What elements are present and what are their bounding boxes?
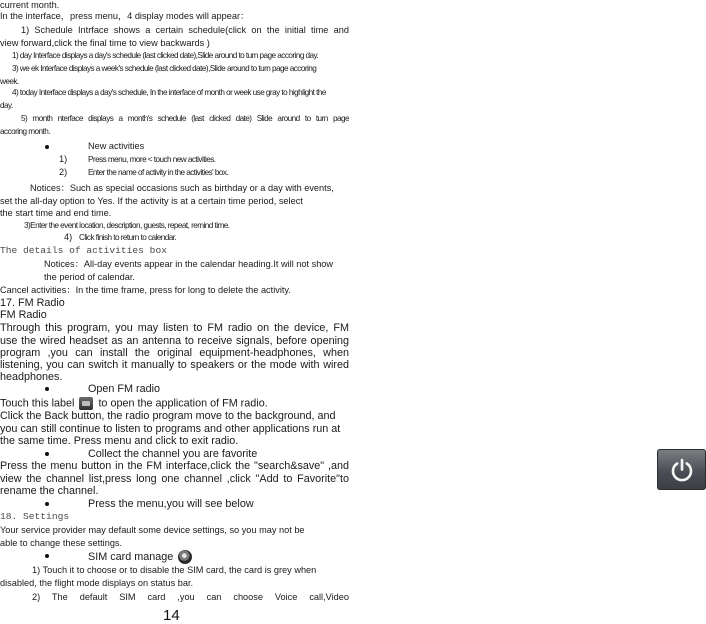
text-line: set the all-day option to Yes. If the activity is at a certain time period, select <box>0 196 303 206</box>
text-line: week. <box>0 77 19 86</box>
section-heading: The details of activities box <box>0 245 167 256</box>
text-line: 1) Touch it to choose or to disable the SIM card, the card is grey when <box>32 565 317 575</box>
section-heading: Open FM radio <box>88 383 161 395</box>
text-fragment: SIM card manage <box>88 550 174 563</box>
text-line: 3) we ek Interface displays a week's schedule (last clicked date),Slide around to turn page accoring <box>12 64 317 73</box>
list-number: 4) <box>64 232 73 242</box>
text-line: 1) day Interface displays a day's schedule (last clicked date),Slide around to turn page accoring day. <box>12 51 319 60</box>
text-fragment: to open the application of FM radio. <box>98 397 268 410</box>
text-line: the start time and end time. <box>0 208 112 218</box>
text-line: view forward,click the final time to view backwards ) <box>0 38 210 48</box>
text-line: the same time. Press menu and click to exit radio. <box>0 435 239 447</box>
list-number: 2) <box>59 167 68 177</box>
bullet-icon <box>45 452 49 456</box>
text-line: current month. <box>0 0 60 10</box>
text-line: 4) today Interface displays a day's schedule, In the interface of month or week use gray to highlight the <box>12 88 326 97</box>
section-heading: 17. FM Radio <box>0 297 65 309</box>
page-number: 14 <box>163 607 180 624</box>
text-line: Enter the name of activity in the activities' box. <box>88 168 229 177</box>
text-line: Your service provider may default some device settings, so you may not be <box>0 525 305 535</box>
text-line: the period of calendar. <box>44 272 135 282</box>
bullet-icon <box>45 145 49 149</box>
text-line: disabled, the flight mode displays on status bar. <box>0 578 194 588</box>
text-line: rename the channel. <box>0 485 99 497</box>
text-line: In the interface，press menu，4 display modes will appear： <box>0 11 250 21</box>
text-line: day. <box>0 101 13 110</box>
power-icon <box>657 449 706 490</box>
list-number: 1) <box>59 154 68 164</box>
text-line: 3)Enter the event location, description, guests, repeat, remind time. <box>24 221 230 230</box>
sim-card-icon <box>178 550 192 564</box>
bullet-icon <box>45 502 49 506</box>
section-heading: Press the menu,you will see below <box>88 498 254 510</box>
bullet-icon <box>45 387 49 391</box>
text-line: Through this program, you may listen to FM radio on the device, FM <box>0 322 349 334</box>
text-line: Cancel activities：In the time frame, press for long to delete the activity. <box>0 285 291 295</box>
section-heading <box>88 550 194 564</box>
text-line: 5) month nterface displays a month's schedule (last clicked date) Slide around to turn page <box>21 114 349 123</box>
text-line: listening, you can switch it manually to speakers or the mode with wired <box>0 359 349 371</box>
text-line: use the wired headset as an antenna to receive signals, before opening <box>0 335 349 347</box>
text-line: program ,you can install the original equipment-headphones, when <box>0 347 349 359</box>
bullet-icon <box>45 554 49 558</box>
sub-heading: FM Radio <box>0 309 47 321</box>
text-line: headphones. <box>0 371 63 383</box>
text-line: accoring month. <box>0 127 51 136</box>
text-line: Click the Back button, the radio program move to the background, and <box>0 410 336 422</box>
text-line: view the channel list,press long one channel ,click "Add to Favorite"to <box>0 473 349 485</box>
text-line: Notices：All-day events appear in the calendar heading.It will not show <box>44 259 334 269</box>
text-line: Press menu, more < touch new activities. <box>88 155 216 164</box>
section-heading: New activities <box>88 141 145 151</box>
radio-icon <box>79 397 93 410</box>
section-heading: 18. Settings <box>0 511 70 522</box>
text-line: you can still continue to listen to programs and other applications run at <box>0 423 341 435</box>
text-line: able to change these settings. <box>0 538 123 548</box>
text-line: 2) The default SIM card ,you can choose Voice call,Video <box>32 592 349 602</box>
text-line: 1) Schedule Intrface shows a certain schedule(click on the initial time and <box>21 25 349 35</box>
text-line: Click finish to return to calendar. <box>79 233 177 242</box>
section-heading: Collect the channel you are favorite <box>88 448 258 460</box>
text-fragment: Touch this label <box>0 397 75 410</box>
text-line: Press the menu button in the FM interface,click the "search&save" ,and <box>0 460 349 472</box>
text-line: Notices：Such as special occasions such as birthday or a day with events, <box>30 183 334 193</box>
text-line <box>0 397 268 411</box>
